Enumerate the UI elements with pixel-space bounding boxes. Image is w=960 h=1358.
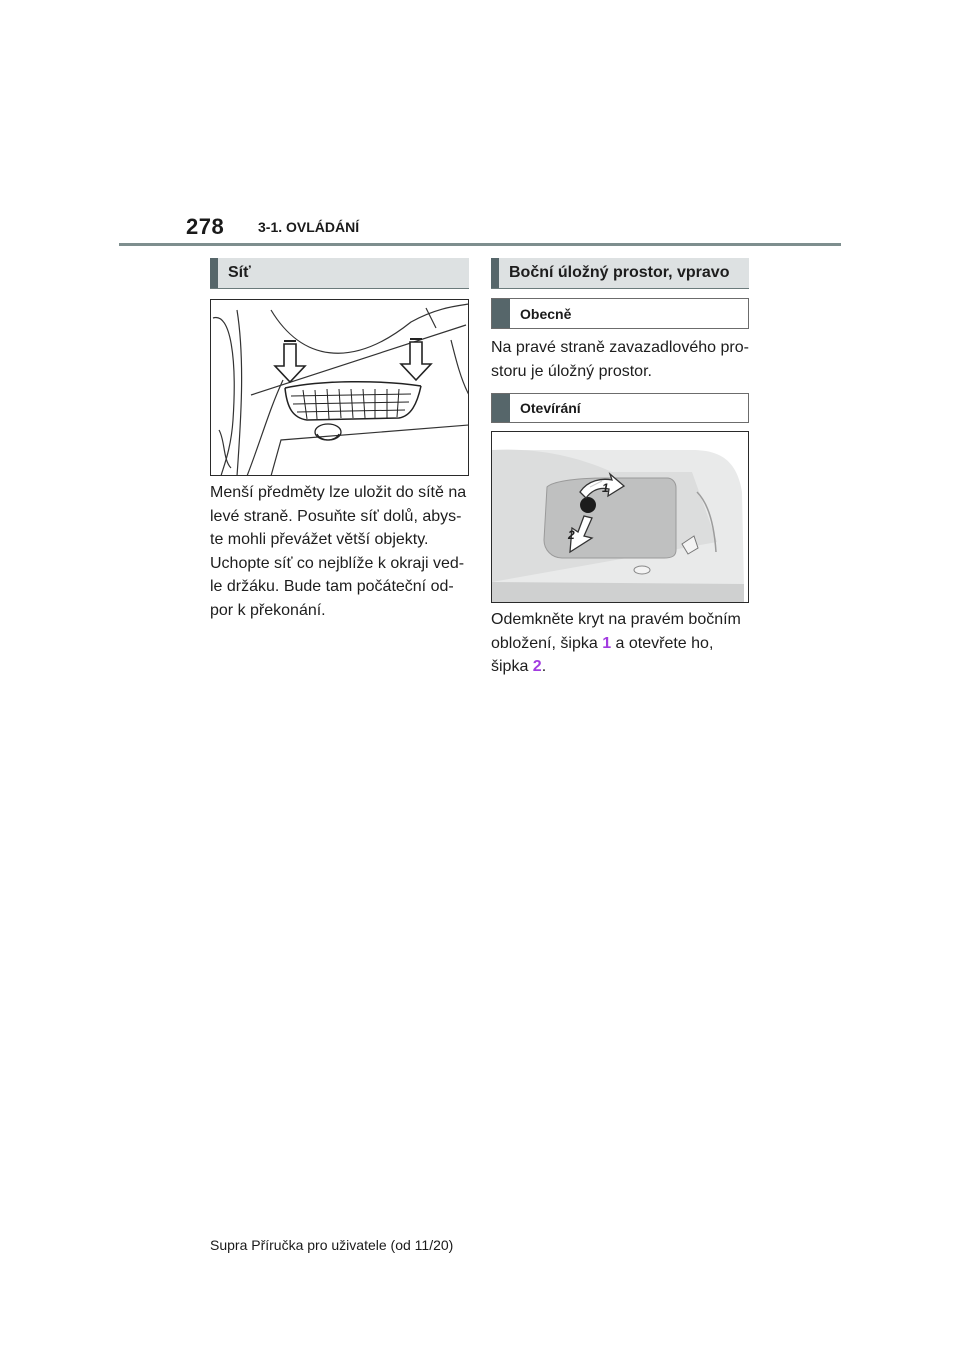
text-span: obložení, šipka bbox=[491, 634, 603, 652]
text-line: Odemkněte kryt na pravém bočním bbox=[491, 611, 741, 628]
subheading-accent-bar bbox=[492, 299, 510, 328]
opening-description bbox=[491, 608, 761, 679]
section-heading-side-storage-label: Boční úložný prostor, vpravo bbox=[509, 264, 730, 281]
text-line: te mohli převážet větší objekty. bbox=[210, 531, 429, 548]
callout-1: 1 bbox=[602, 634, 612, 652]
page-footer: Supra Příručka pro uživatele (od 11/20) bbox=[210, 1237, 454, 1253]
subheading-general bbox=[491, 298, 749, 329]
side-storage-illustration-drawing bbox=[492, 432, 749, 603]
net-illustration bbox=[210, 299, 469, 476]
text-span: . bbox=[541, 658, 547, 675]
subheading-opening-label: Otevírání bbox=[520, 400, 581, 416]
figure-label-1: 1 bbox=[602, 481, 609, 495]
text-span: a otevřete ho, bbox=[611, 634, 714, 652]
text-line bbox=[491, 655, 761, 679]
heading-accent-bar bbox=[210, 258, 218, 288]
section-heading-net bbox=[210, 258, 469, 289]
net-description bbox=[210, 481, 480, 622]
callout-2: 2 bbox=[532, 658, 542, 675]
subheading-general-label: Obecně bbox=[520, 305, 572, 322]
heading-accent-bar bbox=[491, 258, 499, 288]
net-illustration-drawing bbox=[211, 300, 469, 476]
header-divider bbox=[119, 243, 841, 246]
section-heading-side-storage bbox=[491, 258, 749, 289]
section-heading-net-label: Síť bbox=[228, 264, 251, 281]
general-description bbox=[491, 336, 761, 383]
subheading-accent-bar bbox=[492, 394, 510, 422]
text-line: storu je úložný prostor. bbox=[491, 362, 652, 380]
text-line: Menší předměty lze uložit do sítě na bbox=[210, 484, 467, 501]
subheading-opening bbox=[491, 393, 749, 423]
text-span: šipka bbox=[491, 658, 533, 675]
text-line: Na pravé straně zavazadlového pro- bbox=[491, 339, 749, 356]
text-line: levé straně. Posuňte síť dolů, abys- bbox=[210, 507, 462, 525]
text-line: Uchopte síť co nejblíže k okraji ved- bbox=[210, 554, 465, 572]
page-number: 278 bbox=[186, 214, 225, 239]
side-storage-illustration bbox=[491, 431, 749, 603]
text-line bbox=[491, 632, 761, 656]
chapter-title: 3-1. OVLÁDÁNÍ bbox=[258, 219, 360, 235]
figure-label-2: 2 bbox=[568, 528, 575, 542]
text-line: por k překonání. bbox=[210, 601, 326, 619]
text-line: le držáku. Bude tam počáteční od- bbox=[210, 578, 454, 595]
